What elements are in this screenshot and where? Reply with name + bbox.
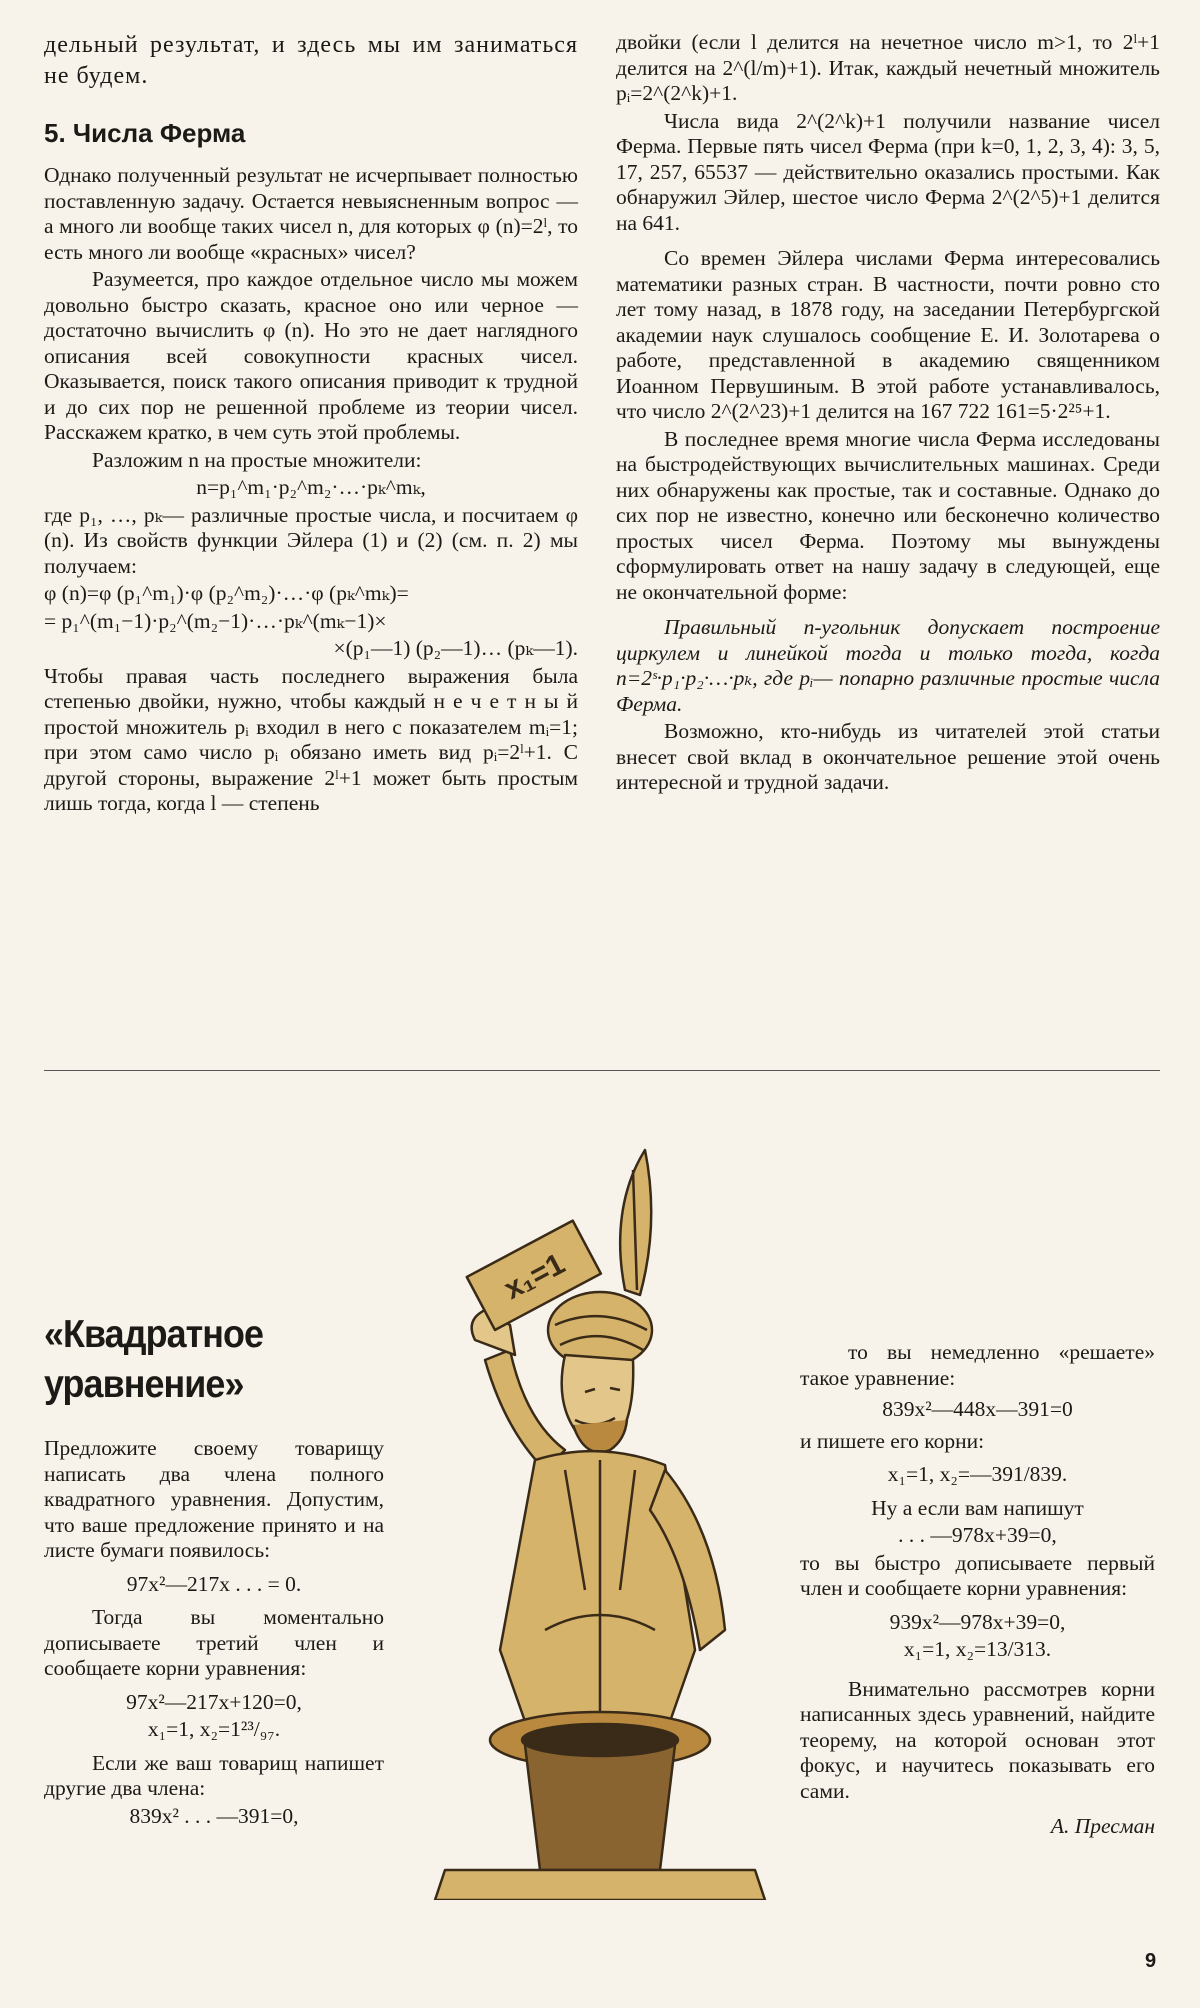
equation: 97x²—217x+120=0, <box>126 1689 302 1714</box>
equation: x₁=1, x₂=13/313. <box>903 1637 1052 1661</box>
magician-drawing <box>415 1130 785 1900</box>
equation: 839x² . . . —391=0, <box>129 1803 299 1828</box>
formula: = p₁^(m₁−1)·p₂^(m₂−1)·…·pₖ^(mₖ−1)× <box>44 608 387 633</box>
article-title-line: уравнение» <box>44 1363 244 1406</box>
equation: 839x²—448x—391=0 <box>882 1397 1073 1421</box>
paragraph: двойки (если l делится на нечетное число m>1, то 2ˡ+1 делится на 2^(l/m)+1). Итак, каждый нечетный множитель pᵢ=2^(2^k)+1. <box>616 30 1160 105</box>
formula: n=p₁^m₁·p₂^m₂·…·pₖ^mₖ, <box>196 475 426 499</box>
quad-right-column <box>800 1340 1155 1839</box>
raised-arm <box>485 1350 565 1470</box>
section-heading: 5. Числа Ферма <box>44 118 246 148</box>
quad-left-column <box>44 1310 384 1831</box>
equation: . . . —978x+39=0, <box>898 1523 1057 1547</box>
author-signature: А. Пресман <box>1050 1814 1155 1838</box>
paragraph: Со времен Эйлера числами Ферма интересовались математики разных стран. В частности, почти ровно сто лет тому назад, в 1878 году, на заседании Петербургской академии наук слушалось сообщение Е. И. Золотарева о работе, представленной в академию священником Иоанном Первушиным. В этой работе устанавливалось, что число 2^(2^23)+1 делится на 167 722 161=5·2²⁵+1. <box>616 246 1160 423</box>
page-number: 9 <box>1145 1950 1157 1972</box>
paragraph: Однако полученный результат не исчерпывает полностью поставленную задачу. Остается невыясненным вопрос — а много ли вообще таких чисел n, для которых φ (n)=2ˡ, то есть много ли вообще «красных» чисел? <box>44 163 578 264</box>
paragraph: Внимательно рассмотрев корни написанных здесь уравнений, найдите теорему, на которой основан этот фокус, и научитесь показывать его сами. <box>800 1676 1155 1803</box>
formula: ×(p₁—1) (p₂—1)… (pₖ—1). <box>333 636 578 660</box>
article-title-line: «Квадратное <box>44 1313 264 1356</box>
paragraph: Ну а если вам напишут <box>871 1495 1084 1520</box>
paragraph: Предложите своему товарищу написать два члена полного квадратного уравнения. Допустим, что ваше предложение принято и на листе бумаги появилось: <box>44 1436 384 1562</box>
section-divider <box>44 1070 1160 1071</box>
theorem: Правильный n-угольник допускает построение циркулем и линейкой тогда и только тогда, когда n=2ˢ·p₁·p₂·…·pₖ, где pᵢ— попарно различные простые числа Ферма. <box>616 615 1160 716</box>
beard-shape <box>573 1420 627 1452</box>
paragraph: то вы быстро дописываете первый член и сообщаете корни уравнения: <box>800 1550 1155 1600</box>
article-title <box>44 1310 357 1410</box>
top-hat-body <box>525 1745 675 1870</box>
paragraph: Возможно, кто-нибудь из читателей этой статьи внесет свой вклад в окончательное решение этой очень интересной и трудной задачи. <box>616 719 1160 794</box>
equation: x₁=1, x₂=—391/839. <box>887 1462 1068 1486</box>
paragraph: где p₁, …, pₖ— различные простые числа, и посчитаем φ (n). Из свойств функции Эйлера (1) и (2) (см. п. 2) мы получаем: <box>44 502 578 578</box>
magician-illustration <box>415 1130 785 1900</box>
paragraph: и пишете его корни: <box>800 1428 985 1453</box>
top-left-column <box>44 30 578 819</box>
equation: 97x²—217x . . . = 0. <box>126 1571 302 1596</box>
paragraph: Разумеется, про каждое отдельное число мы можем довольно быстро сказать, красное оно или черное — достаточно вычислить φ (n). Но это не дает наглядного описания всей совокупности красных чисел. Оказывается, поиск такого описания приводит к трудной и до сих пор не решенной проблеме из теории чисел. Расскажем кратко, в чем суть этой проблемы. <box>44 267 578 444</box>
paragraph: В последнее время многие числа Ферма исследованы на быстродействующих вычислительных машинах. Среди них обнаружены как простые, так и составные. Однако до сих пор не известно, конечно или бесконечно количество простых чисел Ферма. Поэтому мы вынуждены сформулировать ответ на нашу задачу в следующей, еще не окончательной форме: <box>616 426 1160 604</box>
paragraph: Разложим n на простые множители: <box>92 447 422 472</box>
paragraph: Если же ваш товарищ напишет другие два члена: <box>44 1750 384 1800</box>
table-shape <box>435 1870 765 1900</box>
paragraph: то вы немедленно «решаете» такое уравнение: <box>800 1340 1155 1390</box>
paragraph: Числа вида 2^(2^k)+1 получили название чисел Ферма. Первые пять чисел Ферма (при k=0, 1, 2, 3, 4): 3, 5, 17, 257, 65537 — действительно оказались простыми. Как обнаружил Эйлер, шестое число Ферма 2^(2^5)+1 делится на 641. <box>616 108 1160 235</box>
sign-card-text: x₁=1 <box>498 1247 571 1307</box>
top-right-column <box>616 30 1160 798</box>
equation: 939x²—978x+39=0, <box>889 1609 1066 1634</box>
equation: x₁=1, x₂=1²³/₉₇. <box>147 1717 281 1741</box>
formula: φ (n)=φ (p₁^m₁)·φ (p₂^m₂)·…·φ (pₖ^mₖ)= <box>44 581 409 605</box>
paragraph: Тогда вы моментально дописываете третий член и сообщаете корни уравнения: <box>44 1605 384 1680</box>
intro-paragraph: дельный результат, и здесь мы им заниматься не будем. <box>44 32 578 89</box>
paragraph: Чтобы правая часть последнего выражения была степенью двойки, нужно, чтобы каждый н е ч е т н ы й простой множитель pᵢ входил в него с показателем mᵢ=1; при этом само число pᵢ обязано иметь вид pᵢ=2ˡ+1. С другой стороны, выражение 2ˡ+1 может быть простым лишь тогда, когда l — степень <box>44 663 578 815</box>
